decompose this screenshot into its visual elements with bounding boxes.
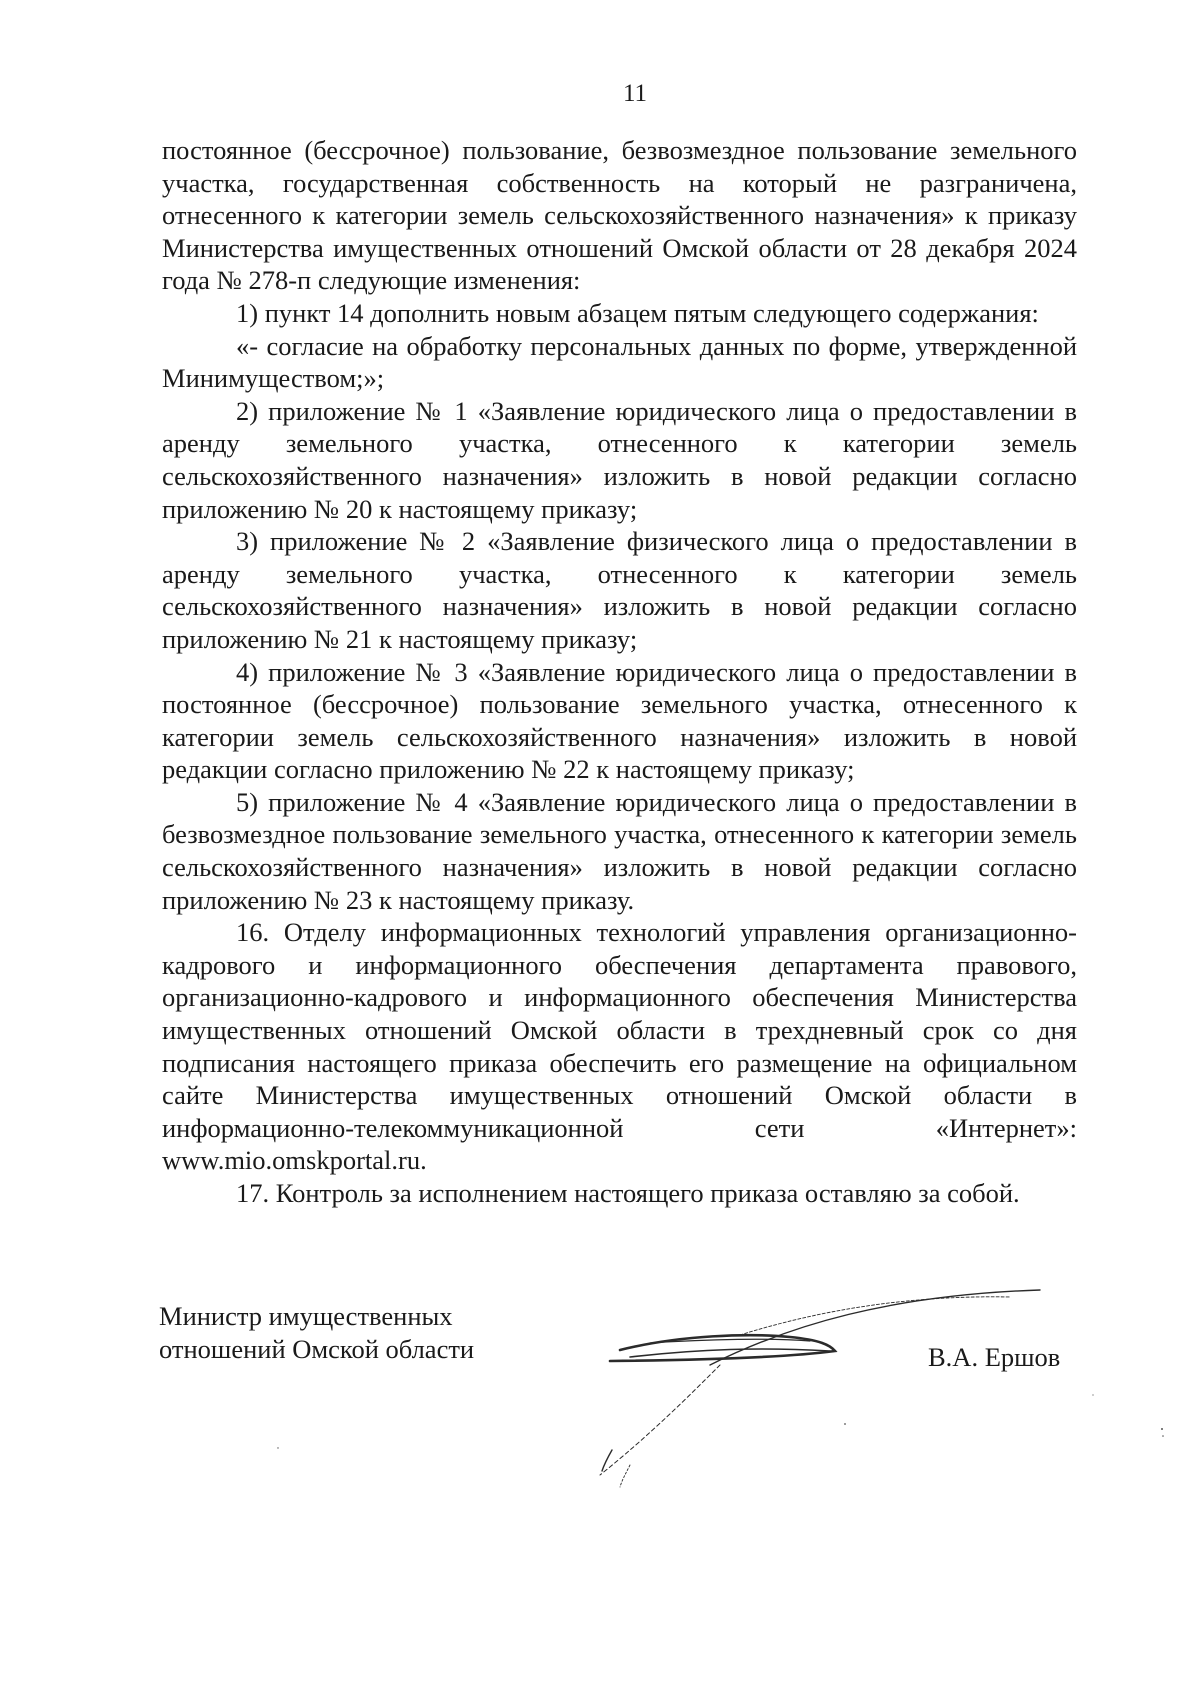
paragraph-item-4: 4) приложение № 3 «Заявление юридического лица о предоставлении в постоянное (бессрочное) пользование земельного участка, отнесенного к категории земель сельскохозяйственного назначения» изложить в новой редакции согласно приложению № 22 к настоящему приказу;: [162, 656, 1077, 785]
page-number: 11: [622, 80, 648, 107]
document-body: [162, 134, 1077, 1210]
paragraph-intro-continuation: постоянное (бессрочное) пользование, безвозмездное пользование земельного участка, государственная собственность на который не разграничена, отнесенного к категории земель сельскохозяйственного назначения» к приказу Министерства имущественных отношений Омской области от 28 декабря 2024 года № 278-п следующие изменения:: [162, 135, 1077, 296]
paragraph-quoted-consent: «- согласие на обработку персональных данных по форме, утвержденной Минимуществом;»;: [162, 330, 1077, 394]
paragraph-item-5: 5) приложение № 4 «Заявление юридического лица о предоставлении в безвозмездное пользование земельного участка, отнесенного к категории земель сельскохозяйственного назначения» изложить в новой редакции согласно приложению № 23 к настоящему приказу.: [162, 786, 1077, 915]
paragraph-item-2: 2) приложение № 1 «Заявление юридического лица о предоставлении в аренду земельного участка, отнесенного к категории земель сельскохозяйственного назначения» изложить в новой редакции согласно приложению № 20 к настоящему приказу;: [162, 395, 1077, 524]
signatory-title: [159, 1300, 474, 1366]
paragraph-clause-17: 17. Контроль за исполнением настоящего приказа оставляю за собой.: [236, 1178, 1020, 1208]
paragraph-item-3: 3) приложение № 2 «Заявление физического лица о предоставлении в аренду земельного участка, отнесенного к категории земель сельскохозяйственного назначения» изложить в новой редакции согласно приложению № 21 к настоящему приказу;: [162, 526, 1077, 654]
signatory-name: В.А. Ершов: [928, 1342, 1061, 1372]
signatory-title-line-1: Министр имущественных: [159, 1301, 453, 1331]
signatory-title-line-2: отношений Омской области: [159, 1334, 475, 1364]
paragraph-item-1: 1) пункт 14 дополнить новым абзацем пятым следующего содержания:: [236, 297, 1039, 328]
handwritten-signature-icon: [590, 1265, 1050, 1495]
paragraph-clause-16: 16. Отделу информационных технологий управления организационно-кадрового и информационного обеспечения департамента правового, организационно-кадрового и информационного обеспечения Министерства имущественных отношений Омской области в трехдневный срок со дня подписания настоящего приказа обеспечить его размещение на официальном сайте Министерства имущественных отношений Омской области в информационно-телекоммуникационной сети «Интернет»: www.mio.omskportal.ru.: [162, 917, 1077, 1176]
